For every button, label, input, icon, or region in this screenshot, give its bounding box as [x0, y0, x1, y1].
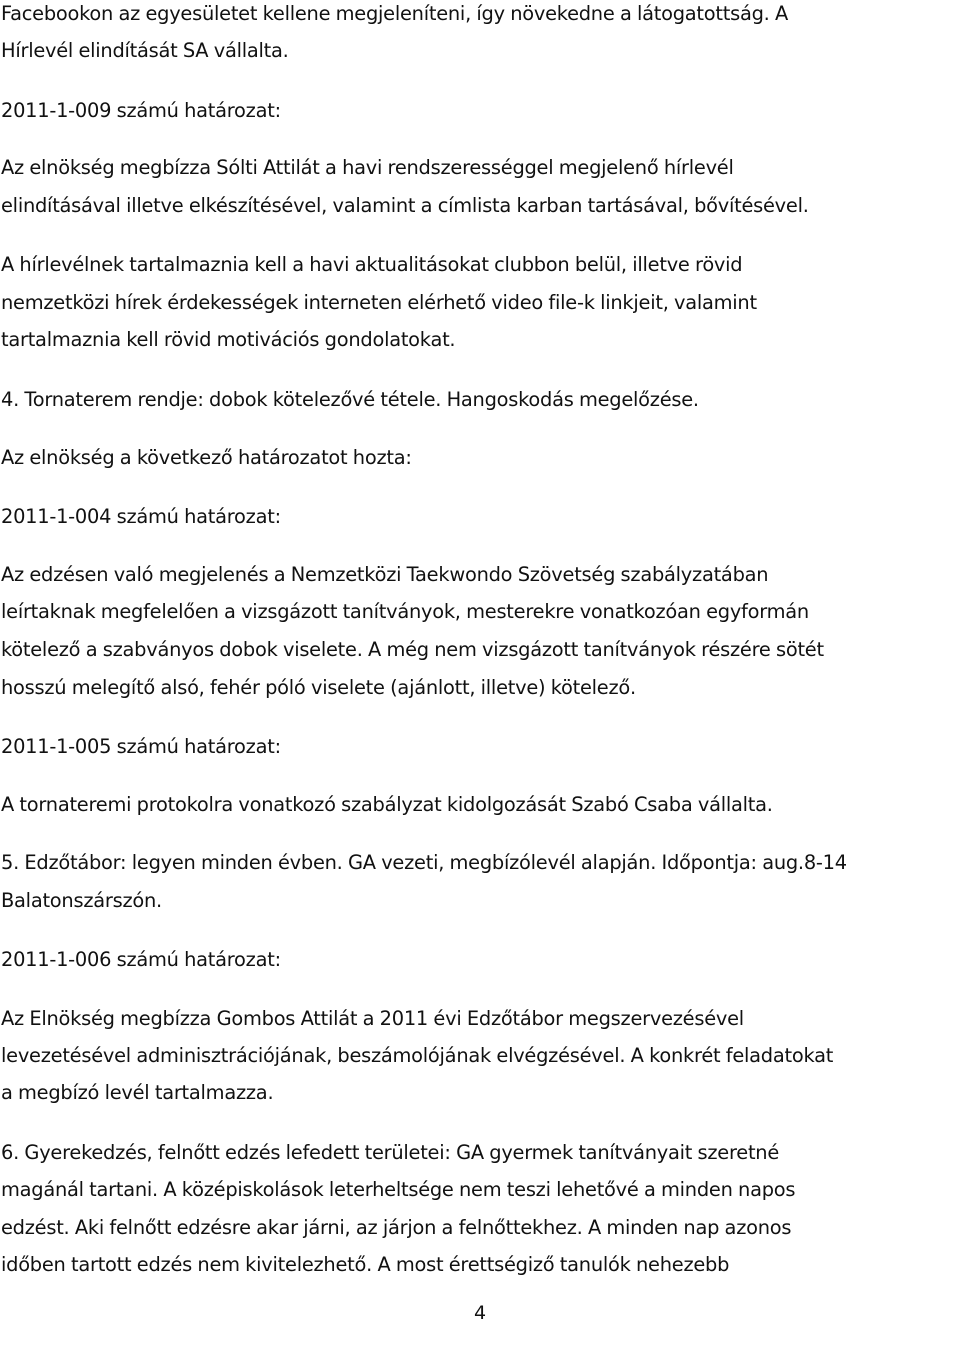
- text-line: Balatonszárszón.: [1, 889, 162, 912]
- text-line: A hírlevélnek tartalmaznia kell a havi aktualitásokat clubbon belül, illetve rövid: [1, 253, 743, 276]
- text-line: edzést. Aki felnőtt edzésre akar járni, az járjon a felnőttekhez. A minden nap azonos: [1, 1216, 792, 1239]
- text-line: Az elnökség a következő határozatot hozta:: [1, 446, 412, 469]
- text-line: magánál tartani. A középiskolások leterheltsége nem teszi lehetővé a minden napos: [1, 1178, 796, 1201]
- text-line: tartalmaznia kell rövid motivációs gondolatokat.: [1, 328, 456, 351]
- text-line: nemzetközi hírek érdekességek interneten elérhető video file-k linkjeit, valamint: [1, 291, 757, 314]
- text-line: kötelező a szabványos dobok viselete. A még nem vizsgázott tanítványok részére sötét: [1, 638, 824, 661]
- page-number: 4: [474, 1302, 486, 1324]
- resolution-heading: 2011-1-005 számú határozat:: [1, 735, 281, 758]
- text-line: Az elnökség megbízza Sólti Attilát a havi rendszerességgel megjelenő hírlevél: [1, 156, 734, 179]
- text-line: levezetésével adminisztrációjának, beszámolójának elvégzésével. A konkrét feladatokat: [1, 1044, 834, 1067]
- agenda-item-heading: 4. Tornaterem rendje: dobok kötelezővé tétele. Hangoskodás megelőzése.: [1, 388, 699, 411]
- text-line: leírtaknak megfelelően a vizsgázott tanítványok, mesterekre vonatkozóan egyformán: [1, 600, 809, 623]
- text-line: a megbízó levél tartalmazza.: [1, 1081, 274, 1104]
- text-line: A tornateremi protokolra vonatkozó szabályzat kidolgozását Szabó Csaba vállalta.: [1, 793, 773, 816]
- agenda-item-heading: 5. Edzőtábor: legyen minden évben. GA vezeti, megbízólevél alapján. Időpontja: aug.8-14: [1, 851, 847, 874]
- text-line: Az Elnökség megbízza Gombos Attilát a 2011 évi Edzőtábor megszervezésével: [1, 1007, 744, 1030]
- resolution-heading: 2011-1-004 számú határozat:: [1, 505, 281, 528]
- text-line: Facebookon az egyesületet kellene megjeleníteni, így növekedne a látogatottság. A: [1, 2, 788, 25]
- resolution-heading: 2011-1-006 számú határozat:: [1, 948, 281, 971]
- text-line: hosszú melegítő alsó, fehér póló viselete (ajánlott, illetve) kötelező.: [1, 676, 636, 699]
- text-line: Hírlevél elindítását SA vállalta.: [1, 39, 289, 62]
- text-line: elindításával illetve elkészítésével, valamint a címlista karban tartásával, bővítésével.: [1, 194, 809, 217]
- text-line: időben tartott edzés nem kivitelezhető. A most érettségiző tanulók nehezebb: [1, 1253, 730, 1276]
- agenda-item-heading: 6. Gyerekedzés, felnőtt edzés lefedett területei: GA gyermek tanítványait szeretné: [1, 1141, 780, 1164]
- resolution-heading: 2011-1-009 számú határozat:: [1, 99, 281, 122]
- text-line: Az edzésen való megjelenés a Nemzetközi Taekwondo Szövetség szabályzatában: [1, 563, 769, 586]
